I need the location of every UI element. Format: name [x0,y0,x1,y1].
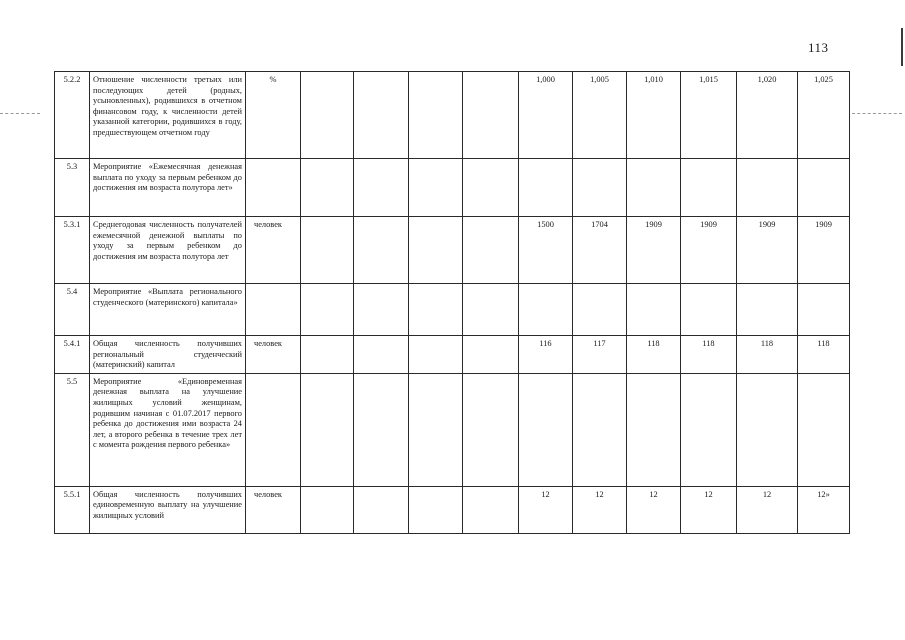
row-number-cell: 5.5 [55,373,90,486]
value-cell [573,284,627,336]
value-cell: 116 [519,336,573,374]
value-cell [463,373,519,486]
description-cell: Мероприятие «Единовременная денежная выплата на улучшение жилищных условий женщинам, родившим начиная с 01.07.2017 первого ребенка до достижения ими возраста 24 лет, а второго ребенка в течение трех лет с момента рождения первого ребенка» [90,373,246,486]
value-cell [463,217,519,284]
table-row [55,72,850,159]
unit-cell: % [246,72,301,159]
value-cell [463,284,519,336]
row-number-cell: 5.4.1 [55,336,90,374]
value-cell [463,72,519,159]
value-cell [409,217,463,284]
description-cell: Мероприятие «Выплата регионального студенческого (материнского) капитала» [90,284,246,336]
value-cell [681,284,737,336]
value-cell [463,336,519,374]
value-cell [354,159,409,217]
page-number: 113 [808,40,829,55]
value-cell [681,373,737,486]
scan-edge-mark [901,28,903,66]
value-cell: 1,000 [519,72,573,159]
description-cell: Мероприятие «Ежемесячная денежная выплата по уходу за первым ребенком до достижения им возраста полутора лет» [90,159,246,217]
value-cell [573,159,627,217]
value-cell: 1704 [573,217,627,284]
value-cell [354,72,409,159]
description-cell: Общая численность получивших единовременную выплату на улучшение жилищных условий [90,486,246,533]
value-cell [409,72,463,159]
unit-cell: человек [246,486,301,533]
value-cell [301,336,354,374]
unit-cell [246,159,301,217]
table-row [55,486,850,533]
value-cell [301,159,354,217]
value-cell [409,373,463,486]
value-cell [681,159,737,217]
value-cell [519,284,573,336]
value-cell: 12 [681,486,737,533]
value-cell [354,373,409,486]
value-cell [627,159,681,217]
row-number-cell: 5.4 [55,284,90,336]
description-cell: Среднегодовая численность получателей ежемесячной денежной выплаты по уходу за первым ребенком до достижения им возраста полутора лет [90,217,246,284]
description-cell: Общая численность получивших региональный студенческий (материнский) капитал [90,336,246,374]
row-number-cell: 5.2.2 [55,72,90,159]
value-cell [409,284,463,336]
value-cell [737,284,798,336]
value-cell: 118 [737,336,798,374]
table-body [55,72,850,534]
value-cell: 1,015 [681,72,737,159]
value-cell [301,284,354,336]
value-cell [354,284,409,336]
value-cell: 1500 [519,217,573,284]
value-cell: 12» [798,486,850,533]
value-cell [798,284,850,336]
unit-cell [246,284,301,336]
value-cell: 12 [737,486,798,533]
row-number-cell: 5.3.1 [55,217,90,284]
value-cell [737,159,798,217]
value-cell [354,336,409,374]
value-cell: 1909 [681,217,737,284]
value-cell [627,284,681,336]
value-cell: 1,005 [573,72,627,159]
value-cell: 1,020 [737,72,798,159]
value-cell [301,486,354,533]
table-row [55,217,850,284]
value-cell: 1909 [798,217,850,284]
value-cell [301,373,354,486]
row-number-cell: 5.3 [55,159,90,217]
value-cell: 117 [573,336,627,374]
value-cell: 12 [627,486,681,533]
value-cell [798,159,850,217]
value-cell [627,373,681,486]
value-cell [573,373,627,486]
value-cell: 12 [519,486,573,533]
row-number-cell: 5.5.1 [55,486,90,533]
value-cell [519,373,573,486]
value-cell [409,336,463,374]
value-cell: 1909 [627,217,681,284]
unit-cell [246,373,301,486]
value-cell: 12 [573,486,627,533]
table-row [55,373,850,486]
value-cell [301,72,354,159]
value-cell [463,486,519,533]
value-cell [354,217,409,284]
value-cell [409,159,463,217]
value-cell: 118 [681,336,737,374]
table-row [55,159,850,217]
value-cell: 118 [627,336,681,374]
value-cell [409,486,463,533]
value-cell [301,217,354,284]
value-cell [519,159,573,217]
left-margin-dash [0,113,40,115]
value-cell: 1909 [737,217,798,284]
unit-cell: человек [246,336,301,374]
table-row [55,336,850,374]
value-cell: 1,025 [798,72,850,159]
value-cell [463,159,519,217]
value-cell: 118 [798,336,850,374]
unit-cell: человек [246,217,301,284]
right-margin-dash [852,113,902,115]
value-cell: 1,010 [627,72,681,159]
value-cell [798,373,850,486]
value-cell [737,373,798,486]
indicators-table [54,71,850,534]
table-row [55,284,850,336]
description-cell: Отношение численности третьих или последующих детей (родных, усыновленных), родившихся в отчетном финансовом году, к численности детей указанной категории, родившихся в году, предшествующем отчетном году [90,72,246,159]
value-cell [354,486,409,533]
